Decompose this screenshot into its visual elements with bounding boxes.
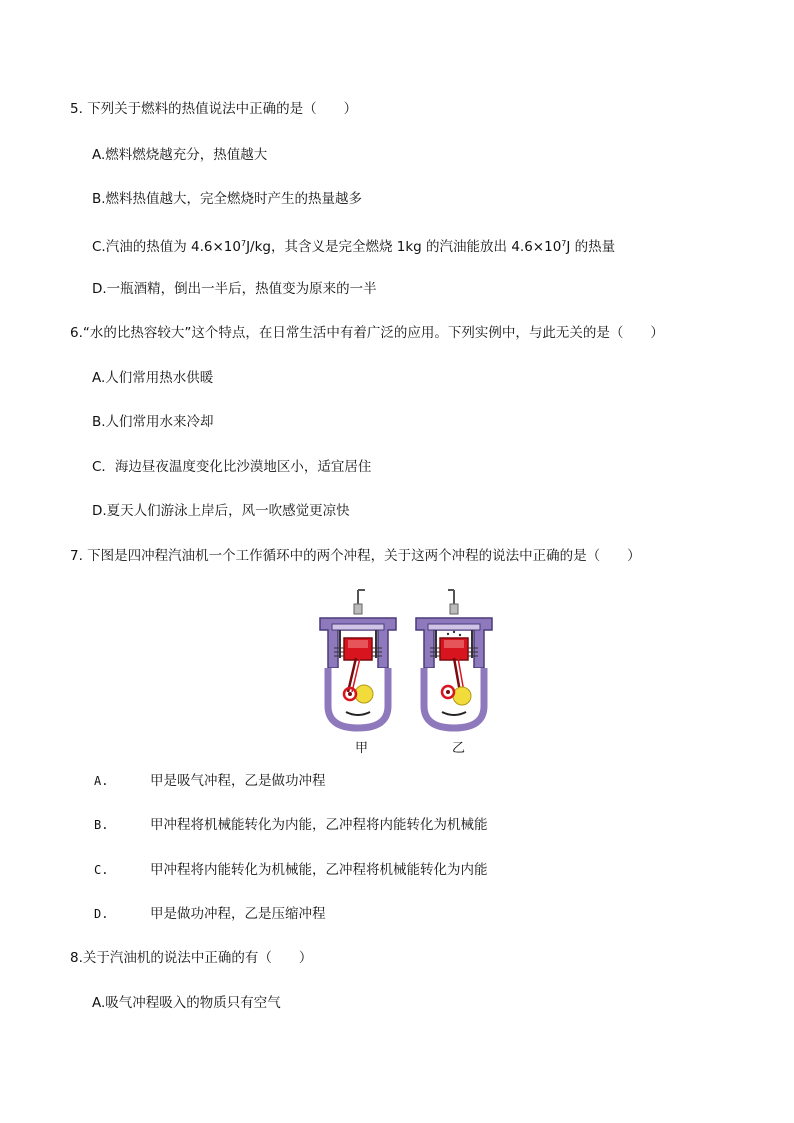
figure-caption-right: 乙 (452, 741, 466, 756)
question-7-option-c (94, 861, 488, 879)
question-5-option-c (92, 235, 615, 256)
question-5-stem: 5. 下列关于燃料的热值说法中正确的是（ ） (70, 101, 358, 117)
question-6-stem: 6.“水的比热容较大”这个特点，在日常生活中有着广泛的应用。下列实例中，与此无关的是（ ） (70, 325, 664, 341)
option-text: 甲是吸气冲程，乙是做功冲程 (150, 773, 326, 789)
option-label: B. (94, 818, 109, 832)
engine-right (416, 590, 492, 728)
engine-left (320, 590, 396, 728)
question-7-option-d (94, 905, 326, 923)
question-6-option-a: A.人们常用热水供暖 (92, 370, 214, 386)
option-label: C. (94, 863, 109, 877)
figure-caption-left: 甲 (355, 741, 369, 756)
engine-diagram (318, 588, 494, 738)
question-7-stem: 7. 下图是四冲程汽油机一个工作循环中的两个冲程，关于这两个冲程的说法中正确的是（ ） (70, 548, 641, 564)
option-text: 甲冲程将机械能转化为内能，乙冲程将内能转化为机械能 (150, 817, 488, 833)
exponent: 7 (561, 239, 567, 248)
engine-strokes-figure (318, 588, 494, 750)
option-c-text-3: J 的热量 (566, 239, 616, 255)
question-8-stem: 8.关于汽油机的说法中正确的有（ ） (70, 950, 313, 966)
question-6-option-b: B.人们常用水来冷却 (92, 414, 214, 430)
question-8-option-a: A.吸气冲程吸入的物质只有空气 (92, 995, 281, 1011)
option-text: 甲是做功冲程，乙是压缩冲程 (150, 906, 326, 922)
question-5-option-d: D.一瓶酒精，倒出一半后，热值变为原来的一半 (92, 281, 377, 297)
exponent: 7 (240, 239, 247, 248)
option-text: 甲冲程将内能转化为机械能，乙冲程将机械能转化为内能 (150, 862, 488, 878)
option-c-text-2: J/kg，其含义是完全燃烧 1kg 的汽油能放出 4.6×10 (246, 239, 562, 255)
option-c-text-1: C.汽油的热值为 4.6×10 (92, 239, 241, 255)
question-7-option-b (94, 816, 488, 834)
question-6-option-d: D.夏天人们游泳上岸后，风一吹感觉更凉快 (92, 503, 350, 519)
option-label: A. (94, 774, 109, 788)
question-5-option-b: B.燃料热值越大，完全燃烧时产生的热量越多 (92, 191, 363, 207)
question-7-option-a (94, 772, 326, 790)
option-label: D. (94, 907, 109, 921)
question-5-option-a: A.燃料燃烧越充分，热值越大 (92, 147, 268, 163)
question-6-option-c: C．海边昼夜温度变化比沙漠地区小，适宜居住 (92, 459, 372, 475)
